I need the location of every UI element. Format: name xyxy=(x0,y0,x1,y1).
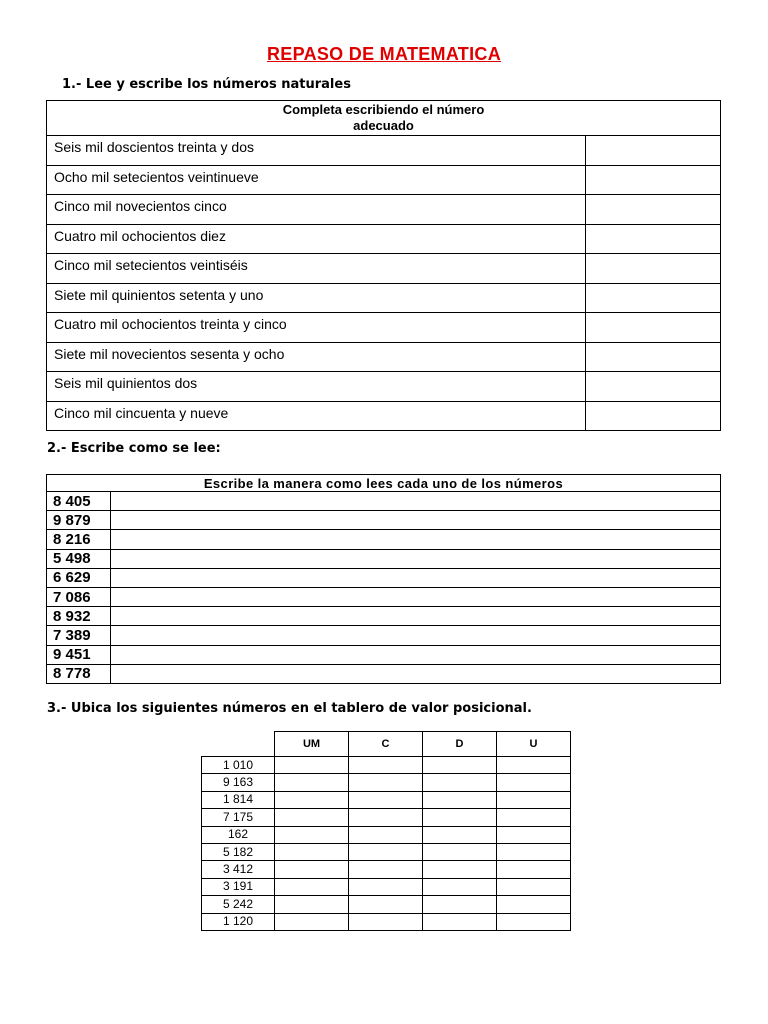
number-words: Cinco mil novecientos cinco xyxy=(47,195,586,225)
answer-cell[interactable] xyxy=(349,791,423,808)
table-row xyxy=(47,549,721,568)
answer-cell[interactable] xyxy=(423,757,497,774)
answer-cell[interactable] xyxy=(423,809,497,826)
answer-cell[interactable] xyxy=(111,587,721,606)
answer-cell[interactable] xyxy=(275,896,349,913)
column-d: D xyxy=(423,732,497,757)
table-row xyxy=(202,757,571,774)
answer-cell[interactable] xyxy=(275,826,349,843)
answer-cell[interactable] xyxy=(423,861,497,878)
answer-cell[interactable] xyxy=(423,843,497,860)
answer-cell[interactable] xyxy=(497,861,571,878)
table-row xyxy=(47,492,721,511)
number-cell: 1 814 xyxy=(202,791,275,808)
answer-cell[interactable] xyxy=(275,843,349,860)
number-words: Cuatro mil ochocientos diez xyxy=(47,224,586,254)
answer-cell[interactable] xyxy=(349,861,423,878)
table3-corner xyxy=(202,732,275,757)
answer-cell[interactable] xyxy=(423,826,497,843)
table-row xyxy=(202,791,571,808)
answer-cell[interactable] xyxy=(111,568,721,587)
table-row xyxy=(202,843,571,860)
answer-cell[interactable] xyxy=(349,809,423,826)
table-row xyxy=(47,626,721,645)
number-cell: 5 498 xyxy=(47,549,111,568)
number-cell: 8 932 xyxy=(47,607,111,626)
number-cell: 9 879 xyxy=(47,511,111,530)
answer-cell[interactable] xyxy=(275,757,349,774)
number-words: Cinco mil setecientos veintiséis xyxy=(47,254,586,284)
number-cell: 3 412 xyxy=(202,861,275,878)
table-row xyxy=(47,664,721,683)
answer-cell[interactable] xyxy=(423,896,497,913)
answer-cell[interactable] xyxy=(111,607,721,626)
number-words: Seis mil quinientos dos xyxy=(47,372,586,402)
answer-cell[interactable] xyxy=(275,861,349,878)
answer-cell[interactable] xyxy=(423,774,497,791)
number-cell: 3 191 xyxy=(202,878,275,895)
number-reading-table xyxy=(46,474,721,684)
page-title: REPASO DE MATEMATICA xyxy=(267,44,501,64)
answer-cell[interactable] xyxy=(349,843,423,860)
table-row xyxy=(47,372,721,402)
answer-cell[interactable] xyxy=(423,878,497,895)
table-row xyxy=(47,136,721,166)
table2-header: Escribe la manera como lees cada uno de los números xyxy=(47,475,721,492)
table-row xyxy=(47,607,721,626)
section1-heading: 1.- Lee y escribe los números naturales xyxy=(62,77,351,92)
table-row xyxy=(202,774,571,791)
answer-cell[interactable] xyxy=(111,530,721,549)
answer-cell[interactable] xyxy=(497,878,571,895)
answer-cell[interactable] xyxy=(111,549,721,568)
answer-cell[interactable] xyxy=(586,401,721,431)
answer-cell[interactable] xyxy=(586,342,721,372)
number-words: Cinco mil cincuenta y nueve xyxy=(47,401,586,431)
table-row xyxy=(202,913,571,930)
number-cell: 9 163 xyxy=(202,774,275,791)
column-u: U xyxy=(497,732,571,757)
answer-cell[interactable] xyxy=(111,492,721,511)
number-cell: 1 010 xyxy=(202,757,275,774)
answer-cell[interactable] xyxy=(586,254,721,284)
answer-cell[interactable] xyxy=(497,913,571,930)
answer-cell[interactable] xyxy=(275,791,349,808)
place-value-table xyxy=(201,731,571,931)
table-row xyxy=(47,195,721,225)
table-row xyxy=(47,511,721,530)
answer-cell[interactable] xyxy=(497,791,571,808)
answer-cell[interactable] xyxy=(497,843,571,860)
table-row xyxy=(47,254,721,284)
answer-cell[interactable] xyxy=(586,313,721,343)
answer-cell[interactable] xyxy=(586,224,721,254)
answer-cell[interactable] xyxy=(275,774,349,791)
number-cell: 7 389 xyxy=(47,626,111,645)
answer-cell[interactable] xyxy=(275,878,349,895)
table1-header-line1: Completa escribiendo el número xyxy=(282,102,485,117)
number-cell: 7 175 xyxy=(202,809,275,826)
answer-cell[interactable] xyxy=(497,757,571,774)
table-row xyxy=(47,530,721,549)
answer-cell[interactable] xyxy=(423,913,497,930)
column-c: C xyxy=(349,732,423,757)
table1-header xyxy=(47,101,721,136)
table-row xyxy=(202,826,571,843)
number-words: Seis mil doscientos treinta y dos xyxy=(47,136,586,166)
answer-cell[interactable] xyxy=(111,511,721,530)
answer-cell[interactable] xyxy=(349,774,423,791)
number-cell: 1 120 xyxy=(202,913,275,930)
table-row xyxy=(47,224,721,254)
table-row xyxy=(47,313,721,343)
answer-cell[interactable] xyxy=(111,626,721,645)
section3-heading: 3.- Ubica los siguientes números en el tablero de valor posicional. xyxy=(47,701,532,716)
table1-header-line2: adecuado xyxy=(353,118,414,133)
answer-cell[interactable] xyxy=(497,896,571,913)
number-cell: 5 242 xyxy=(202,896,275,913)
number-cell: 8 778 xyxy=(47,664,111,683)
table-row xyxy=(202,809,571,826)
answer-cell[interactable] xyxy=(586,372,721,402)
number-words: Cuatro mil ochocientos treinta y cinco xyxy=(47,313,586,343)
number-words: Ocho mil setecientos veintinueve xyxy=(47,165,586,195)
table-row xyxy=(47,568,721,587)
number-cell: 5 182 xyxy=(202,843,275,860)
answer-cell[interactable] xyxy=(111,664,721,683)
answer-cell[interactable] xyxy=(349,757,423,774)
table-row xyxy=(47,587,721,606)
number-cell: 6 629 xyxy=(47,568,111,587)
table-row xyxy=(47,342,721,372)
answer-cell[interactable] xyxy=(275,809,349,826)
table-row xyxy=(202,878,571,895)
number-writing-table xyxy=(46,100,721,431)
answer-cell[interactable] xyxy=(586,283,721,313)
answer-cell[interactable] xyxy=(275,913,349,930)
answer-cell[interactable] xyxy=(349,826,423,843)
table-row xyxy=(202,861,571,878)
table-row xyxy=(47,401,721,431)
table-row xyxy=(47,645,721,664)
number-cell: 9 451 xyxy=(47,645,111,664)
answer-cell[interactable] xyxy=(586,136,721,166)
number-cell: 8 405 xyxy=(47,492,111,511)
number-cell: 162 xyxy=(202,826,275,843)
answer-cell[interactable] xyxy=(111,645,721,664)
answer-cell[interactable] xyxy=(423,791,497,808)
number-cell: 8 216 xyxy=(47,530,111,549)
number-words: Siete mil novecientos sesenta y ocho xyxy=(47,342,586,372)
answer-cell[interactable] xyxy=(349,913,423,930)
number-cell: 7 086 xyxy=(47,587,111,606)
answer-cell[interactable] xyxy=(497,809,571,826)
table-row xyxy=(47,283,721,313)
number-words: Siete mil quinientos setenta y uno xyxy=(47,283,586,313)
answer-cell[interactable] xyxy=(586,195,721,225)
section2-heading: 2.- Escribe como se lee: xyxy=(47,441,221,456)
answer-cell[interactable] xyxy=(497,826,571,843)
column-um: UM xyxy=(275,732,349,757)
answer-cell[interactable] xyxy=(349,878,423,895)
answer-cell[interactable] xyxy=(349,896,423,913)
answer-cell[interactable] xyxy=(497,774,571,791)
table-row xyxy=(47,165,721,195)
answer-cell[interactable] xyxy=(586,165,721,195)
table-row xyxy=(202,896,571,913)
